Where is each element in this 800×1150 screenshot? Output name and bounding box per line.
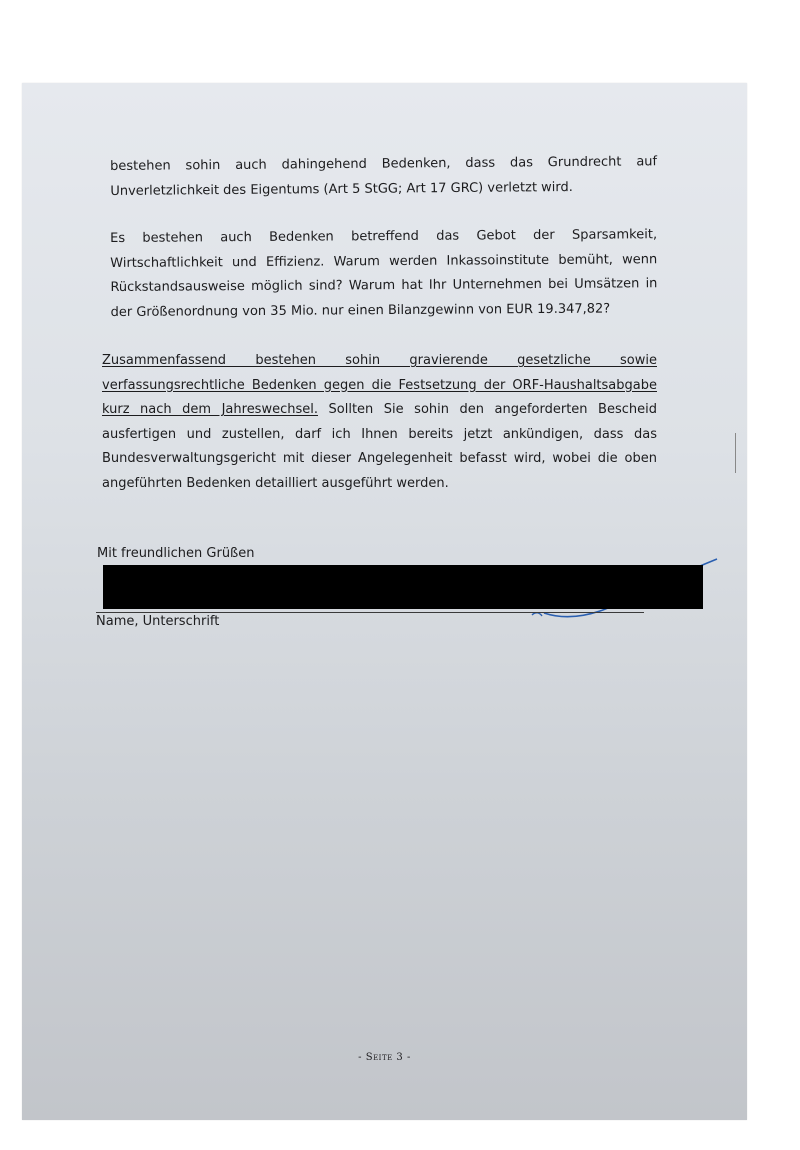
summary-text: Sollten Sie sohin den angeforderten Bescheid ausfertigen und zustellen, darf ich Ihnen bereits jetzt ankündigen, dass das Bundesverwaltungsgericht mit dieser Angelegenheit befasst wird, wobei die oben angeführten Bedenken detailliert ausgeführt werden. <box>102 402 657 491</box>
signature-label: Name, Unterschrift <box>96 614 220 629</box>
signature-line <box>96 612 644 613</box>
paragraph-efficiency: Es bestehen auch Bedenken betreffend das Gebot der Sparsamkeit, Wirtschaftlichkeit und Effizienz. Warum werden Inkassoinstitute bemüht, wenn Rückstandsausweise möglich sind? Warum hat Ihr Unternehmen bei Umsätzen in der Größenordnung von 35 Mio. nur einen Bilanzgewinn von EUR 19.347,82? <box>110 227 658 320</box>
closing-greeting: Mit freundlichen Grüßen <box>97 546 255 561</box>
paragraph-summary <box>102 349 657 496</box>
page-number: - Seite 3 - <box>358 1052 411 1063</box>
redacted-name-block <box>103 565 703 609</box>
summary-underlined-text: Zusammenfassend bestehen sohin gravierende gesetzliche sowie verfassungsrechtliche Bedenken gegen die Festsetzung der ORF-Haushaltsabgabe kurz nach dem Jahreswechsel. <box>102 353 657 417</box>
margin-mark <box>735 433 736 473</box>
scanned-page <box>22 83 747 1120</box>
paragraph-property-rights: bestehen sohin auch dahingehend Bedenken, dass das Grundrecht auf Unverletzlichkeit des Eigentums (Art 5 StGG; Art 17 GRC) verletzt wird. <box>110 154 658 199</box>
